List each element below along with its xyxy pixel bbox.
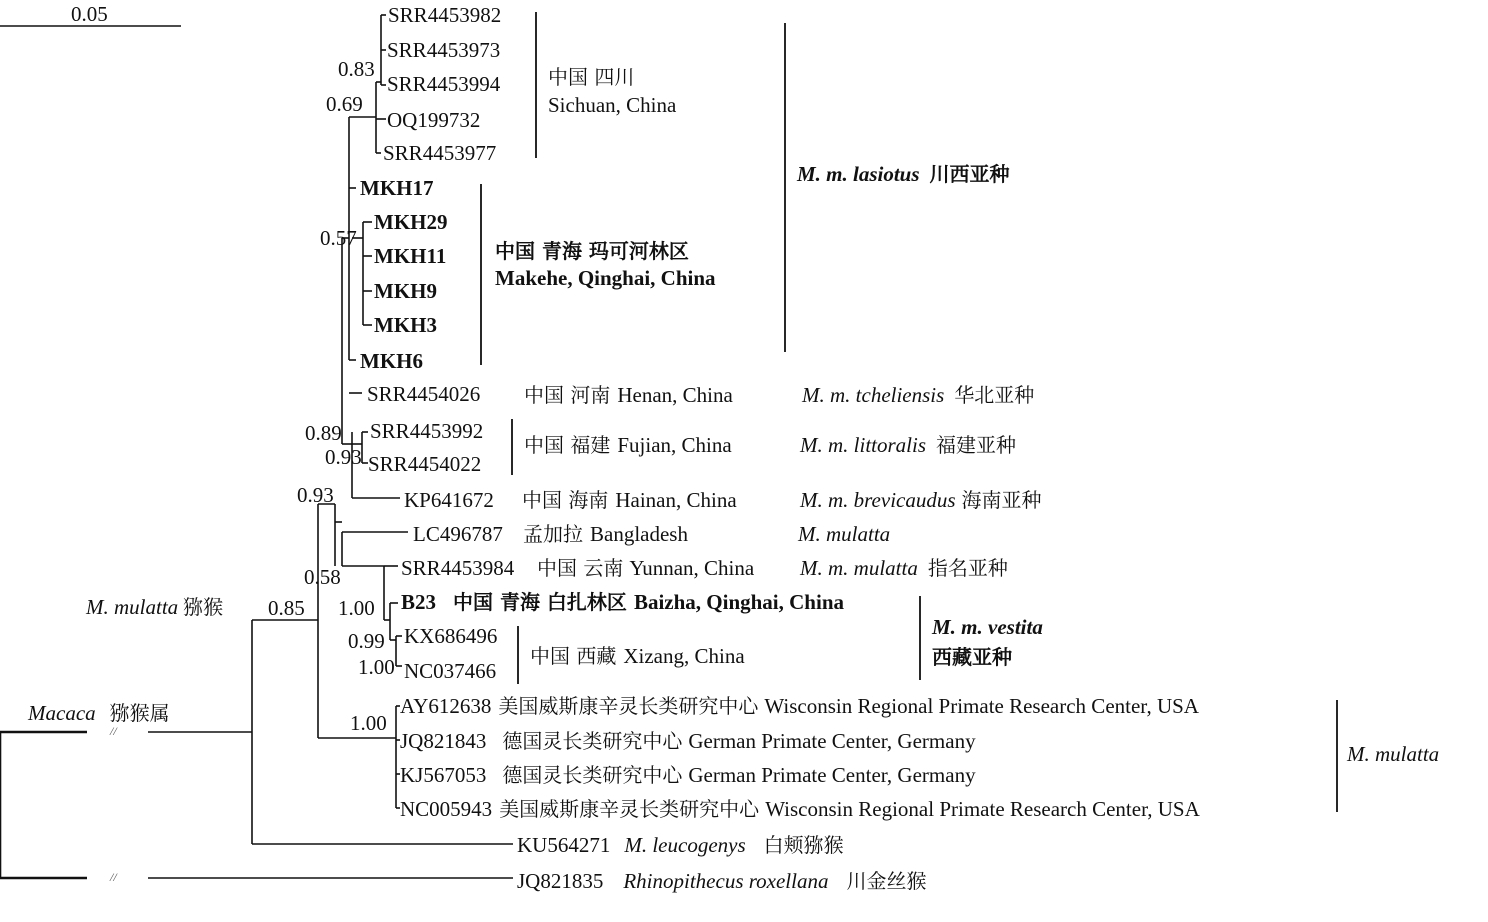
reference-row: KJ567053 德国灵长类研究中心 German Primate Center, Germany [400,763,976,787]
tip-label-highlighted: B23 [401,590,437,614]
tip-label: SRR4453984 [401,556,515,580]
species-group-label: M. mulatta [1347,742,1440,766]
subspecies-label: M. m. littoralis 福建亚种 [800,433,1017,457]
tip-label-highlighted: MKH9 [374,279,437,303]
support-value: 0.57 [320,226,357,250]
tip-label: SRR4454022 [368,452,482,476]
reference-row: JQ821843 德国灵长类研究中心 German Primate Center, Germany [400,729,976,753]
clade-southwest [384,566,402,666]
branch-break-mark: // [110,724,117,738]
tip-label: SRR4453982 [388,3,502,27]
support-value: 1.00 [358,655,395,679]
subspecies-label: M. m. brevicaudus 海南亚种 [800,488,1042,512]
location-baizha: 中国 青海 白扎林区 Baizha, Qinghai, China [453,590,844,614]
location-henan: 中国 河南 Henan, China [524,383,733,407]
support-value: 0.93 [325,445,362,469]
location-xizang: 中国 西藏 Xizang, China [530,644,745,668]
support-value: 0.89 [305,421,342,445]
tip-label: KX686496 [404,624,498,648]
subspecies-label: M. m. mulatta 指名亚种 [800,556,1008,580]
subspecies-label: M. m. tcheliensis 华北亚种 [802,383,1035,407]
branch-break-mark: // [110,870,117,884]
reference-row: NC005943 美国威斯康辛灵长类研究中心 Wisconsin Regional Primate Research Center, USA [400,797,1200,821]
tip-label: NC037466 [404,659,497,683]
tip-label-highlighted: MKH29 [374,210,448,234]
location-hainan: 中国 海南 Hainan, China [522,488,737,512]
support-value: 1.00 [350,711,387,735]
location-cn: 中国 四川 [548,65,635,89]
scale-bar-label: 0.05 [71,2,108,26]
support-value: 0.85 [268,596,305,620]
clade-bangladesh [318,504,408,738]
tip-label: KP641672 [404,488,494,512]
tip-label: SRR4453994 [387,72,501,96]
location-bangladesh: 孟加拉 Bangladesh [523,522,688,546]
tip-label: SRR4454026 [367,382,481,406]
location-fujian: 中国 福建 Fujian, China [524,433,732,457]
location-en: Makehe, Qinghai, China [495,266,716,290]
support-value: 0.93 [297,483,334,507]
tip-label: LC496787 [413,522,503,546]
clade-sichuan [376,15,386,153]
support-value: 0.83 [338,57,375,81]
support-value: 1.00 [338,596,375,620]
subspecies-label-cn: 西藏亚种 [932,645,1012,669]
outgroup-row: JQ821835 Rhinopithecus roxellana 川金丝猴 [517,869,927,893]
tip-label-highlighted: MKH3 [374,313,437,337]
species-label: M. mulatta [798,522,891,546]
outgroup-row: KU564271 M. leucogenys 白颊猕猴 [517,833,844,857]
support-value: 0.99 [348,629,385,653]
support-value: 0.69 [326,92,363,116]
subspecies-label: M. m. vestita [932,615,1043,639]
tip-label: SRR4453973 [387,38,501,62]
location-cn: 中国 青海 玛可河林区 [495,239,689,263]
tip-label-highlighted: MKH11 [374,244,447,268]
reference-row: AY612638 美国威斯康辛灵长类研究中心 Wisconsin Regional Primate Research Center, USA [400,694,1199,718]
tip-label: SRR4453992 [370,419,484,443]
clade-label-macaca: Macaca 猕猴属 [28,701,170,725]
tip-label-highlighted: MKH6 [360,349,423,373]
subspecies-label: M. m. lasiotus 川西亚种 [797,162,1010,186]
support-value: 0.58 [304,565,341,589]
tip-label-highlighted: MKH17 [360,176,434,200]
location-en: Sichuan, China [548,93,677,117]
location-yunnan: 中国 云南 Yunnan, China [537,556,755,580]
clade-label-mulatta: M. mulatta 猕猴 [86,595,224,619]
tip-label: SRR4453977 [383,141,497,165]
tip-label: OQ199732 [387,108,481,132]
